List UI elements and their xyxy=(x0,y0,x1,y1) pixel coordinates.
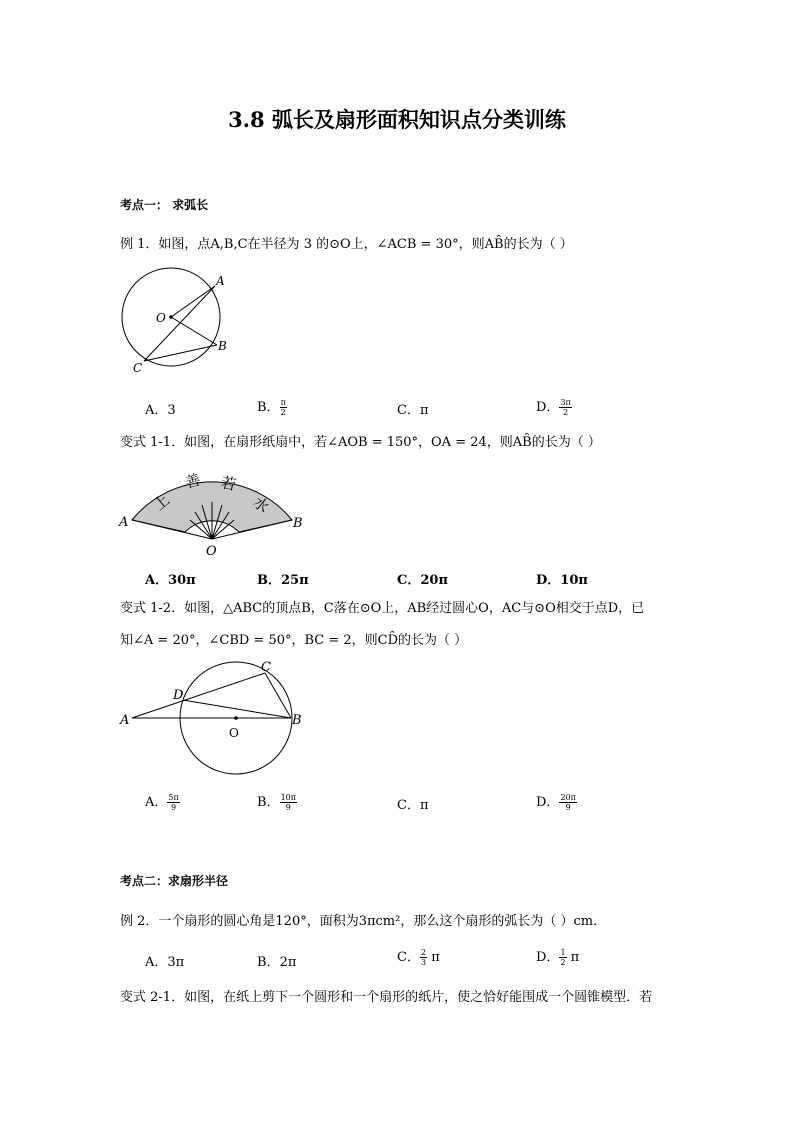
section-heading-1: 考点一： 求弧长 xyxy=(120,198,209,212)
var12-option-a: A． $\frac{5\pi}{9}$ xyxy=(145,793,179,812)
fan-char-1: 上 xyxy=(150,490,174,515)
var11-option-a: A．30π xyxy=(145,573,196,588)
label-a: A xyxy=(216,274,225,288)
label-b: B xyxy=(293,516,303,531)
label-a: A xyxy=(119,515,129,530)
ex2-option-c: C． $\frac{2}{3}$ π xyxy=(397,948,440,967)
variant-1-2-question-line1: 变式 1-2．如图，△ABC的顶点B，C落在⊙O上，AB经过圆心O，AC与⊙O相交于点D，已 xyxy=(120,601,645,616)
label-o: O xyxy=(156,311,166,325)
ex1-option-d: D． $\frac{3\pi}{2}$ xyxy=(536,398,571,417)
var12-option-d: D． $\frac{20\pi}{9}$ xyxy=(536,793,576,812)
variant-1-1-fan-figure xyxy=(115,456,315,560)
fan-char-4: 水 xyxy=(249,492,273,517)
ex2-option-b: B．2π xyxy=(257,955,297,970)
example-2-question: 例 2．一个扇形的圆心角是120°，面积为3πcm²，那么这个扇形的弧长为（ ）cm． xyxy=(120,914,607,929)
segment-oa xyxy=(171,286,215,317)
var12-option-b: B． $\frac{10\pi}{9}$ xyxy=(257,793,296,812)
variant-1-2-figure xyxy=(110,655,310,780)
segment-db xyxy=(183,700,291,718)
variant-2-1-question: 变式 2-1．如图，在纸上剪下一个圆形和一个扇形的纸片，使之恰好能围成一个圆锥模型．若 xyxy=(120,990,653,1005)
fan-char-2: 善 xyxy=(183,470,203,492)
label-d: D xyxy=(173,688,184,703)
label-o: O xyxy=(229,726,239,740)
section-heading-2: 考点二：求扇形半径 xyxy=(120,874,229,888)
center-dot xyxy=(234,716,238,720)
variant-1-1-question: 变式 1-1．如图，在扇形纸扇中，若∠AOB = 150°，OA = 24，则AB̑的长为（ ） xyxy=(120,435,601,450)
ex1-option-a: A．3 xyxy=(145,403,176,418)
page-title: 3.8 弧长及扇形面积知识点分类训练 xyxy=(228,107,566,132)
ex2-option-a: A．3π xyxy=(145,955,185,970)
label-b: B xyxy=(218,339,227,353)
label-a: A xyxy=(120,713,130,728)
var11-option-d: D．10π xyxy=(536,573,588,588)
segment-ob xyxy=(171,317,217,345)
variant-1-2-question-line2: 知∠A = 20°，∠CBD = 50°，BC = 2，则CD̑的长为（ ） xyxy=(120,633,468,648)
var12-option-c: C．π xyxy=(397,798,429,813)
segment-ca xyxy=(144,286,215,361)
label-o: O xyxy=(206,544,217,559)
ex1-option-b: B． $\frac{\pi}{2}$ xyxy=(257,398,286,417)
label-c: C xyxy=(133,361,143,375)
label-c: C xyxy=(261,660,271,675)
label-b: B xyxy=(292,713,302,728)
var11-option-c: C．20π xyxy=(397,573,448,588)
var11-option-b: B．25π xyxy=(257,573,309,588)
example-1-figure xyxy=(105,262,245,382)
ex1-option-c: C．π xyxy=(397,403,429,418)
example-1-question: 例 1．如图，点A,B,C在半径为 3 的⊙O上，∠ACB = 30°，则AB̑的长为（ ） xyxy=(120,237,573,252)
segment-cb xyxy=(144,345,217,361)
ex2-option-d: D． $\frac{1}{2}$ π xyxy=(536,948,580,967)
center-dot xyxy=(169,315,173,319)
fan-char-3: 若 xyxy=(219,473,238,495)
segment-ac xyxy=(132,673,265,718)
